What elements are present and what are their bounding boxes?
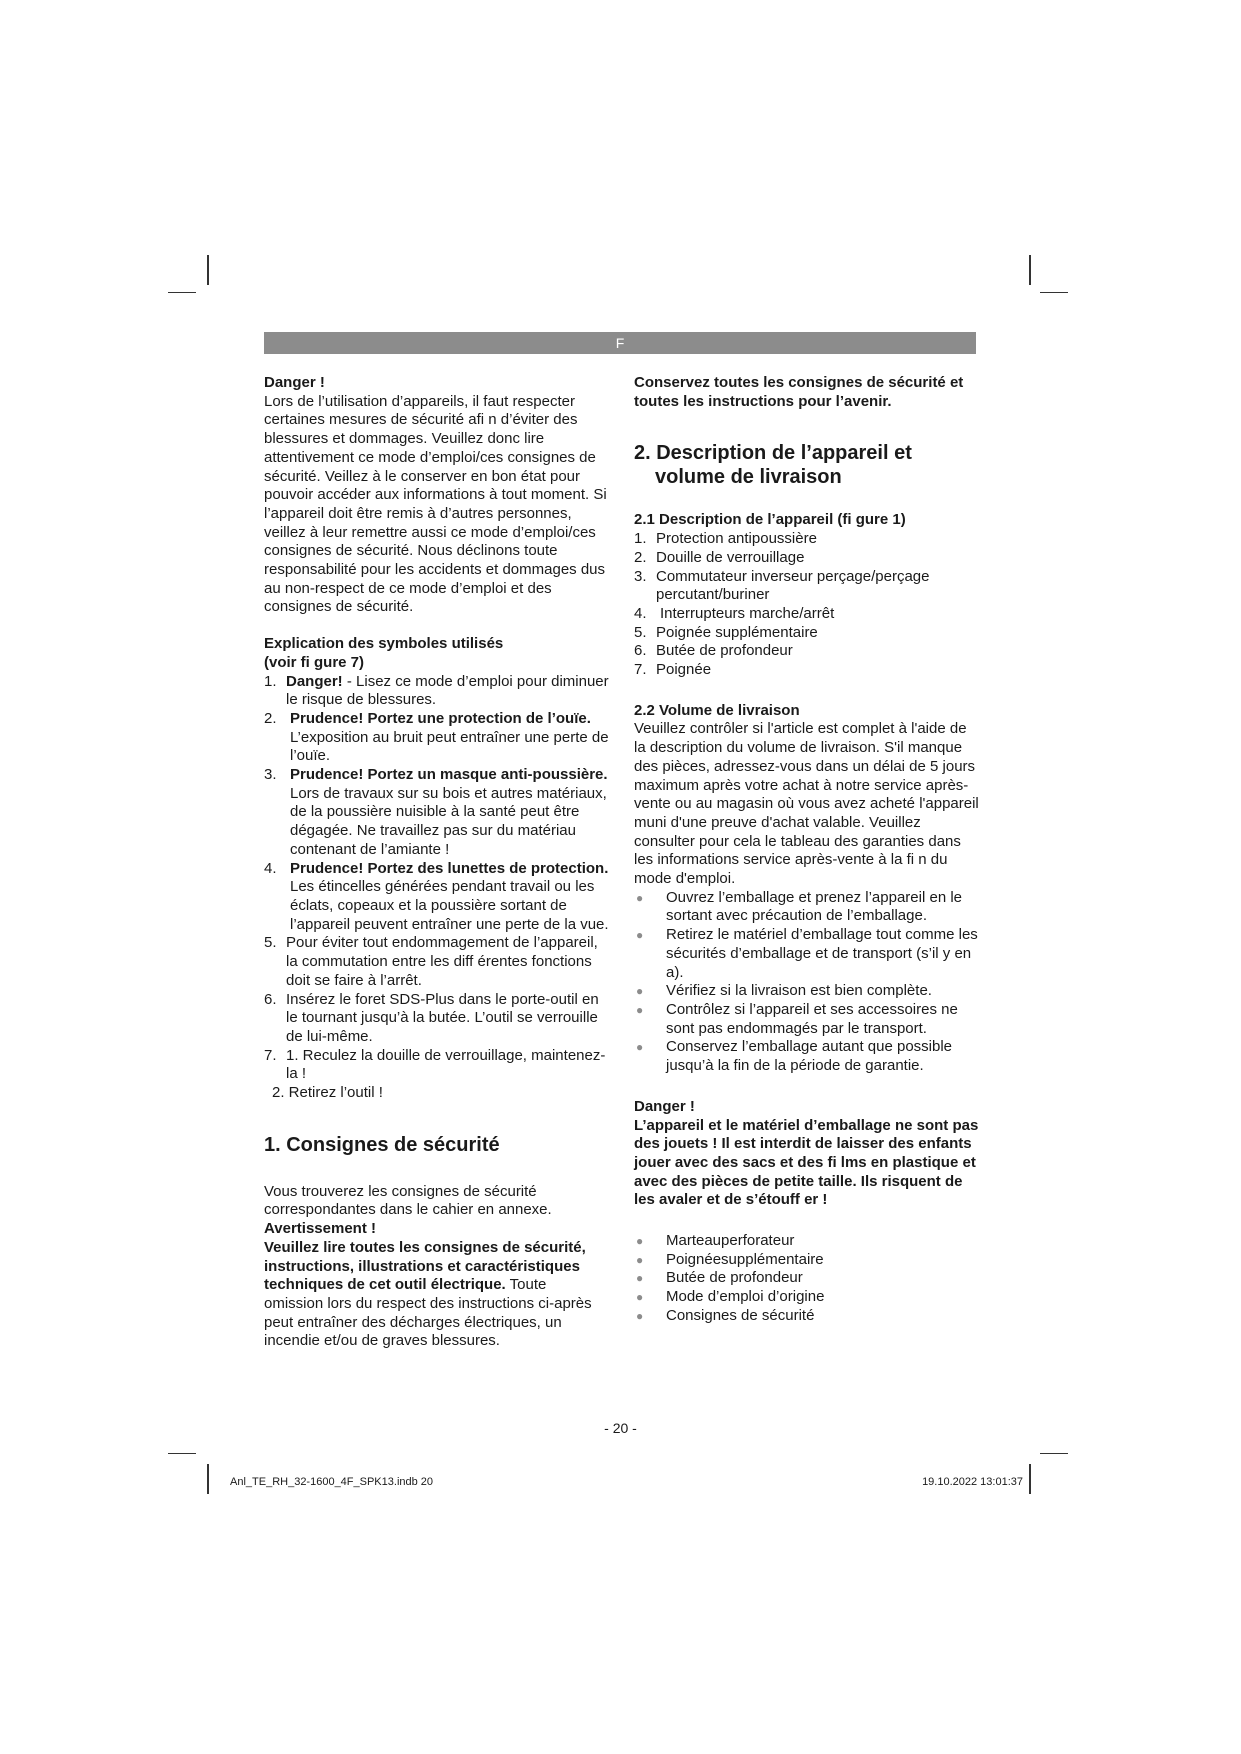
list-item: 4. Prudence! Portez des lunettes de protection. Les étincelles générées pendant travail ou les éclats, copeaux et la poussière sortant de l’appareil peuvent entraîner une perte de la vue.	[264, 859, 609, 933]
list-item: ● Ouvrez l’emballage et prenez l’appareil en le sortant avec précaution de l’emballage.	[636, 888, 963, 925]
list-item: 4. Interrupteurs marche/arrêt	[634, 604, 835, 622]
language-tab: F	[264, 332, 976, 354]
list-item: ● Contrôlez si l’appareil et ses accessoires ne sont pas endommagés par le transport.	[636, 1000, 958, 1037]
page-number: - 20 -	[604, 1420, 637, 1436]
bullet-icon: ●	[636, 1290, 644, 1305]
symbols-title-ref: (voir fi gure 7)	[264, 653, 365, 671]
list-item: ● Retirez le matériel d’emballage tout comme les sécurités d’emballage et de transport (s’il y en a).	[636, 926, 978, 981]
list-item: ● Butée de profondeur	[636, 1269, 803, 1287]
bullet-icon: ●	[636, 1308, 644, 1323]
bullet-icon: ●	[636, 1040, 644, 1055]
unpacking-steps	[634, 889, 979, 1076]
danger-title-2: Danger !	[634, 1097, 695, 1115]
list-item: 1. Protection antipoussière	[634, 530, 817, 548]
bullet-icon: ●	[636, 1002, 644, 1017]
list-item: 1. Danger! - Lisez ce mode d’emploi pour diminuer le risque de blessures.	[264, 672, 609, 709]
section-1-title: 1. Consignes de sécurité	[264, 1133, 500, 1156]
parts-list	[634, 530, 979, 680]
crop-mark	[168, 1453, 196, 1454]
list-item: ● Mode d’emploi d’origine	[636, 1288, 825, 1306]
symbols-title: Explication des symboles utilisés	[264, 635, 504, 653]
symbol-7-sub: 2. Retirez l’outil !	[272, 1084, 383, 1102]
warning-text: Veuillez lire toutes les consignes de sécurité, instructions, illustrations et caractéristiques techniques de cet outil électrique. Toute omission lors du respect des instructions ci-après peut entraîner des décharges électriques, un incendie et/ou de graves blessures.	[264, 1238, 592, 1350]
symbols-list	[264, 673, 609, 1084]
list-item: ● Conservez l’emballage autant que possible jusqu’à la fin de la période de garantie.	[636, 1038, 953, 1075]
list-item: 7. Poignée	[634, 661, 712, 679]
crop-mark	[1040, 1453, 1068, 1454]
bullet-icon: ●	[636, 1252, 644, 1267]
file-name: Anl_TE_RH_32-1600_4F_SPK13.indb 20	[230, 1476, 434, 1488]
section-2-title: 2. Description de l’appareil et volume de livraison	[634, 442, 912, 489]
crop-mark	[207, 1464, 209, 1494]
crop-mark	[1040, 292, 1068, 293]
list-item: 5. Pour éviter tout endommagement de l’appareil, la commutation entre les diff érentes fonctions doit se faire à l’arrêt.	[264, 934, 598, 989]
list-item: ● Consignes de sécurité	[636, 1306, 815, 1324]
bullet-icon: ●	[636, 1271, 644, 1286]
bullet-icon: ●	[636, 984, 644, 999]
warning-title: Avertissement !	[264, 1220, 376, 1238]
crop-mark	[1029, 1464, 1031, 1494]
subsection-2-1-title: 2.1 Description de l’appareil (fi gure 1)	[634, 511, 906, 529]
list-item: 6. Butée de profondeur	[634, 642, 793, 660]
danger-text: Lors de l’utilisation d’appareils, il faut respecter certaines mesures de sécurité afi n d’éviter des blessures et dommages. Veuillez donc lire attentivement ce mode d’emploi/ces consignes de sécurité. Veillez à le conserver en bon état pour pouvoir accéder aux informations à tout moment. Si l’appareil doit être remis à d’autres personnes, veillez à leur remettre aussi ce mode d’emploi/ces consignes de sécurité. Nous déclinons toute responsabilité pour les accidents et dommages dus au non-respect de ce mode d’emploi et des consignes de sécurité.	[264, 392, 607, 616]
bullet-icon: ●	[636, 928, 644, 943]
list-item: 6. Insérez le foret SDS-Plus dans le porte-outil en le tournant jusqu’à la butée. L’outil se verrouille de lui-même.	[264, 990, 599, 1045]
crop-mark	[207, 255, 209, 285]
keep-instructions: Conservez toutes les consignes de sécurité et toutes les instructions pour l’avenir.	[634, 374, 964, 410]
print-timestamp: 19.10.2022 13:01:37	[922, 1476, 1023, 1488]
list-item: 3. Prudence! Portez un masque anti-poussière. Lors de travaux sur su bois et autres matériaux, de la poussière nuisible à la santé peut être dégagée. Ne travaillez pas sur du matériau contenant de l’amiante !	[264, 766, 608, 858]
crop-mark	[1029, 255, 1031, 285]
list-item: ● Poignéesupplémentaire	[636, 1250, 824, 1268]
danger-title: Danger !	[264, 374, 325, 391]
list-item: 3. Commutateur inverseur perçage/perçage percutant/buriner	[634, 567, 930, 604]
left-column	[264, 374, 609, 1351]
list-item: ● Marteauperforateur	[636, 1232, 795, 1250]
list-item: 2. Douille de verrouillage	[634, 548, 805, 566]
bullet-icon: ●	[636, 1234, 644, 1249]
list-item: 7. 1. Reculez la douille de verrouillage, maintenez-la !	[264, 1046, 606, 1083]
section-1-text: Vous trouverez les consignes de sécurité correspondantes dans le cahier en annexe.	[264, 1182, 552, 1219]
delivery-text: Veuillez contrôler si l'article est complet à l'aide de la description du volume de livraison. S'il manque des pièces, adressez-vous dans un délai de 5 jours maximum après votre achat à notre service après-vente ou au magasin où vous avez acheté l'appareil muni d'une preuve d'achat valable. Veuillez consulter pour cela le tableau des garanties dans les informations service après-vente à la fi n du mode d'emploi.	[634, 720, 979, 888]
list-item: ● Vérifiez si la livraison est bien complète.	[636, 982, 932, 1000]
contents-list	[634, 1232, 979, 1326]
subsection-2-2-title: 2.2 Volume de livraison	[634, 701, 800, 719]
crop-mark	[168, 292, 196, 293]
danger-text-2: L’appareil et le matériel d’emballage ne sont pas des jouets ! Il est interdit de laisser des enfants jouer avec des sacs et des fi lms en plastique et avec des pièces de petite taille. Ils risquent de les avaler et de s’étouff er !	[634, 1116, 979, 1209]
right-column	[634, 374, 979, 1326]
list-item: 2. Prudence! Portez une protection de l’ouïe. L’exposition au bruit peut entraîner une perte de l’ouïe.	[264, 709, 609, 765]
bullet-icon: ●	[636, 890, 644, 905]
list-item: 5. Poignée supplémentaire	[634, 623, 818, 641]
